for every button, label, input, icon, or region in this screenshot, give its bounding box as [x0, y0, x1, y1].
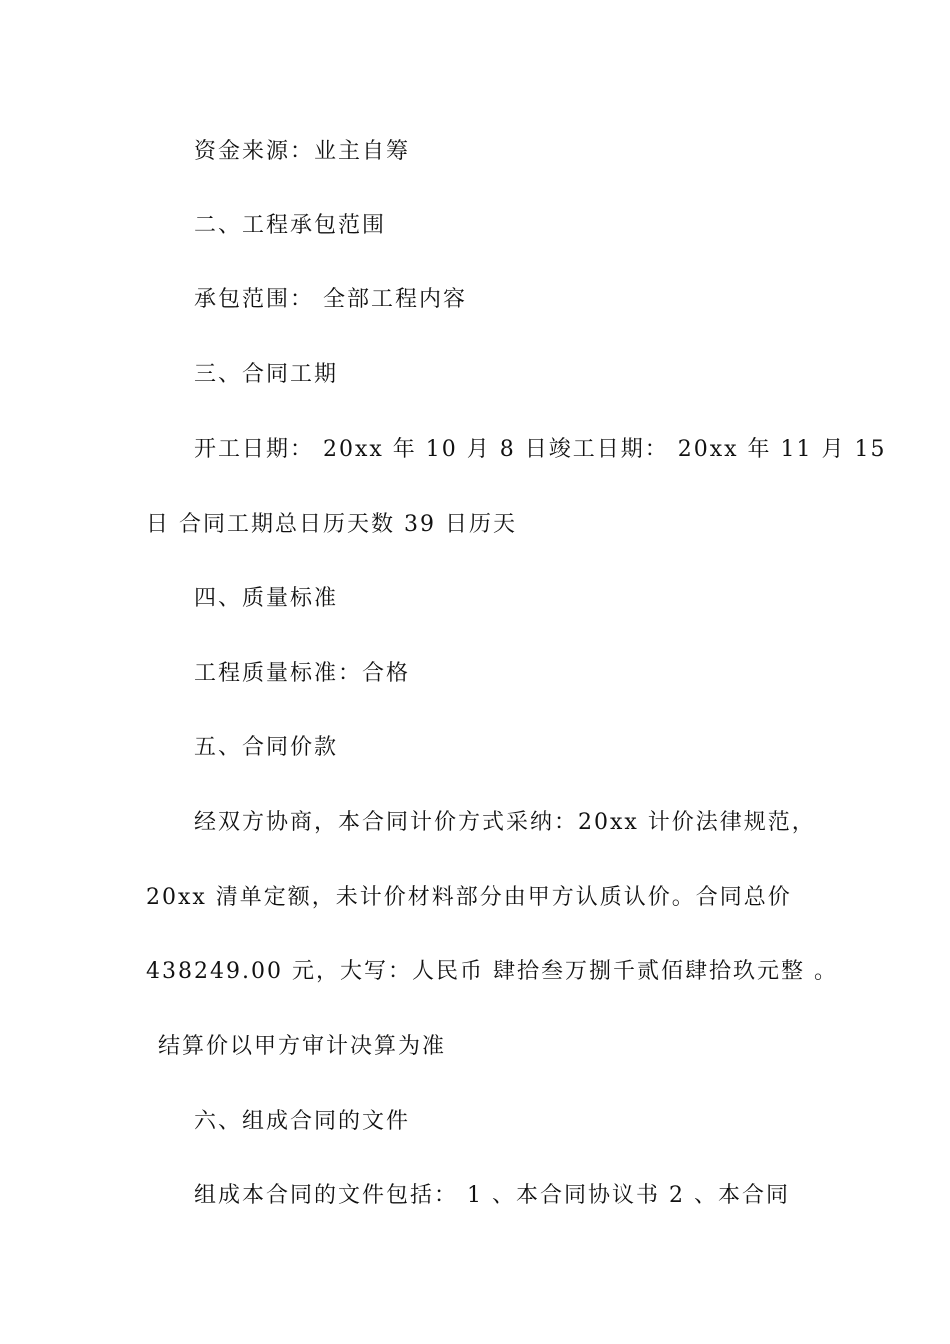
funding-source-line: 资金来源：业主自筹	[194, 139, 411, 164]
duration-line: 日 合同工期总日历天数 39 日历天	[146, 512, 517, 537]
section-heading-quality: 四、质量标准	[194, 586, 339, 611]
section-heading-price: 五、合同价款	[194, 735, 339, 760]
settlement-line: 结算价以甲方审计决算为准	[158, 1034, 447, 1059]
section-heading-period: 三、合同工期	[194, 362, 339, 387]
price-line-1: 经双方协商，本合同计价方式采纳：20xx 计价法律规范，	[194, 810, 816, 835]
price-line-3: 438249.00 元，大写：人民币 肆拾叁万捌千贰佰肆拾玖元整 。	[146, 959, 838, 984]
scope-line: 承包范围： 全部工程内容	[194, 287, 467, 312]
quality-line: 工程质量标准：合格	[194, 661, 411, 686]
dates-line: 开工日期： 20xx 年 10 月 8 日竣工日期： 20xx 年 11 月 15	[194, 437, 887, 462]
price-line-2: 20xx 清单定额，未计价材料部分由甲方认质认价。合同总价	[146, 885, 792, 910]
documents-line: 组成本合同的文件包括： 1 、本合同协议书 2 、本合同	[194, 1183, 790, 1208]
section-heading-documents: 六、组成合同的文件	[194, 1109, 411, 1134]
section-heading-scope: 二、工程承包范围	[194, 213, 387, 238]
